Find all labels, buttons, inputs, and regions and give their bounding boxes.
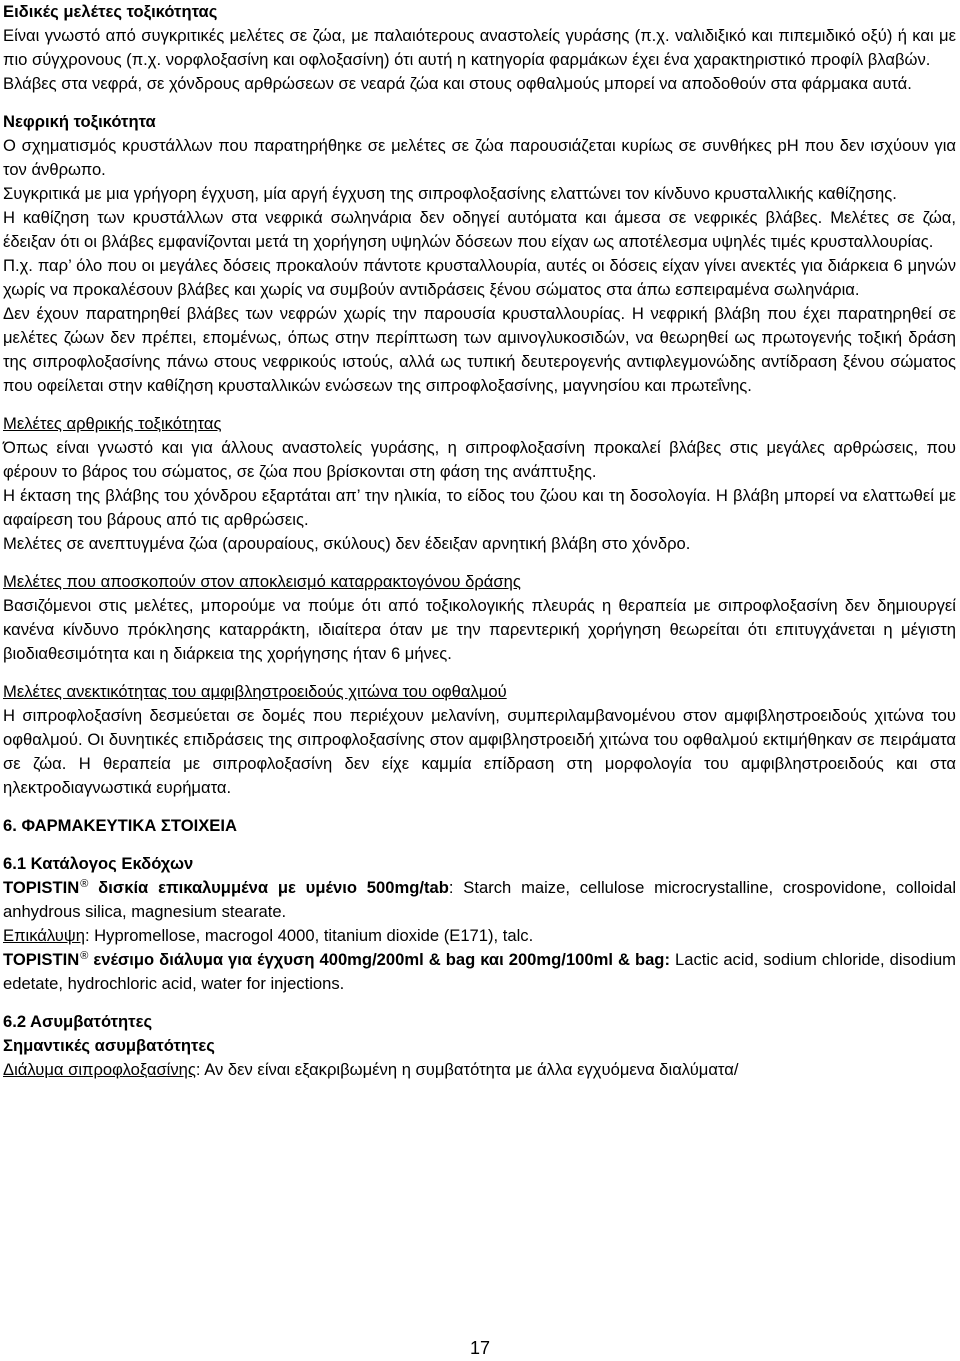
brand-name: TOPISTIN [3, 950, 80, 969]
registered-trademark-icon: ® [80, 950, 89, 962]
paragraph: Όπως είναι γνωστό και για άλλους αναστολείς γυράσης, η σιπροφλοξασίνη προκαλεί βλάβες στις μεγάλες αρθρώσεις, που φέρουν το βάρος του σώματος, σε ζώα που βρίσκονται στη φάση της ανάπτυξης. [3, 438, 956, 481]
excipients-injection [3, 948, 956, 996]
section-heading-pharmaceutical-particulars: 6. ΦΑΡΜΑΚΕΥΤΙΚΑ ΣΤΟΙΧΕΙΑ [3, 816, 237, 835]
excipient-list: Lactic acid, sodium chloride, disodium edetate, hydrochloric acid, water for injections. [3, 950, 956, 993]
paragraph: Βασιζόμενοι στις μελέτες, μπορούμε να πούμε ότι από τοξικολογικής πλευράς η θεραπεία με σιπροφλοξασίνη δεν δημιουργεί κανένα κίνδυνο πρόκλησης καταρράκτη, ιδιαίτερα όταν με την παρεντερική χορήγηση θεωρείται ότι επιτυγχάνεται η μέγιστη βιοδιαθεσιμότητα και η διάρκεια της χορήγησης ήταν 6 μήνες. [3, 596, 956, 663]
excipients-coating [3, 924, 956, 948]
section-heading-cataract-studies: Μελέτες που αποσκοπούν στον αποκλεισμό καταρρακτογόνου δράσης [3, 572, 521, 591]
section-heading-retina-studies: Μελέτες ανεκτικότητας του αμφιβληστροειδούς χιτώνα του οφθαλμού [3, 682, 507, 701]
page-number: 17 [469, 1338, 491, 1358]
paragraph: Δεν έχουν παρατηρηθεί βλάβες των νεφρών χωρίς την παρουσία κρυσταλλουρίας. Η νεφρική βλάβη που έχει παρατηρηθεί σε μελέτες ζώων δεν πρέπει, επομένως, όπως στην περίπτωση των αμινογλυκοσιδών, να θεωρηθεί ως πρωτογενής τοξική δράση της σιπροφλοξασίνης πάνω στους νεφρικούς ιστούς, αλλά ως τυπική δευτερογενής αντιφλεγμονώδης αντίδραση ξένου σώματος που οφείλεται στην καθίζηση κρυσταλλικών ενώσεων της σιπροφλοξασίνης, μαγνησίου και πρωτεΐνης. [3, 304, 956, 395]
dosage-form: ενέσιμο διάλυμα για έγχυση 400mg/200ml & bag και 200mg/100ml & bag: [88, 950, 670, 969]
subsection-heading-incompatibilities: 6.2 Ασυμβατότητες [3, 1012, 153, 1031]
paragraph: Είναι γνωστό από συγκριτικές μελέτες σε ζώα, με παλαιότερους αναστολείς γυράσης (π.χ. ναλιδιξικό και πιπεμιδικό οξύ) ή και με πιο σύγχρονους (π.χ. νορφλοξασίνη και οφλοξασίνη) ότι αυτή η κατηγορία φαρμάκων έχει ένα χαρακτηριστικό προφίλ βλαβών. [3, 26, 956, 69]
section-heading-renal-toxicity: Νεφρική τοξικότητα [3, 112, 156, 131]
brand-name: TOPISTIN [3, 878, 80, 897]
paragraph: Η καθίζηση των κρυστάλλων στα νεφρικά σωληνάρια δεν οδηγεί αυτόματα και άμεσα σε νεφρικές βλάβες. Μελέτες σε ζώα, έδειξαν ότι οι βλάβες εμφανίζονται μετά τη χορήγηση υψηλών δόσεων που είχαν ως αποτέλεσμα υψηλές τιμές κρυσταλλουρίας. [3, 208, 956, 251]
paragraph: Ο σχηματισμός κρυστάλλων που παρατηρήθηκε σε μελέτες σε ζώα παρουσιάζεται κυρίως σε συνθήκες pH που δεν ισχύουν για τον άνθρωπο. [3, 136, 956, 179]
solution-label: Διάλυμα σιπροφλοξασίνης [3, 1060, 196, 1079]
coating-label: Επικάλυψη [3, 926, 85, 945]
incompatibility-solution [3, 1058, 956, 1082]
paragraph: Μελέτες σε ανεπτυγμένα ζώα (αρουραίους, σκύλους) δεν έδειξαν αρνητική βλάβη στο χόνδρο. [3, 534, 691, 553]
section-heading-special-toxicity: Ειδικές μελέτες τοξικότητας [3, 2, 218, 21]
registered-trademark-icon: ® [80, 878, 89, 890]
paragraph: Η σιπροφλοξασίνη δεσμεύεται σε δομές που περιέχουν μελανίνη, συμπεριλαμβανομένου στον αμφιβληστροειδούς χιτώνα του οφθαλμού. Οι δυνητικές επιδράσεις της σιπροφλοξασίνης στον αμφιβληστροειδή χιτώνα του οφθαλμού εκτιμήθηκαν σε πειράματα σε ζώα. Η θεραπεία με σιπροφλοξασίνη δεν είχε καμμία επίδραση στη μορφολογία του αμφιβληστροειδούς και στα ηλεκτροδιαγνωστικά ευρήματα. [3, 706, 956, 797]
dosage-form: δισκία επικαλυμμένα με υμένιο 500mg/tab [88, 878, 449, 897]
subheading-major-incompatibilities: Σημαντικές ασυμβατότητες [3, 1036, 215, 1055]
section-heading-joint-toxicity: Μελέτες αρθρικής τοξικότητας [3, 414, 222, 433]
paragraph: Π.χ. παρ’ όλο που οι μεγάλες δόσεις προκαλούν πάντοτε κρυσταλλουρία, αυτές οι δόσεις είχαν γίνει ανεκτές για διάρκεια 6 μηνών χωρίς να προκαλέσουν βλάβες και χωρίς να συμβούν αντιδράσεις ξένου σώματος στα άπω εσπειραμένα σωληνάρια. [3, 256, 956, 299]
paragraph: Βλάβες στα νεφρά, σε χόνδρους αρθρώσεων σε νεαρά ζώα και στους οφθαλμούς μπορεί να αποδοθούν στα φάρμακα αυτά. [3, 74, 912, 93]
coating-list: : Hypromellose, macrogol 4000, titanium dioxide (E171), talc. [84, 926, 534, 945]
solution-text: : Αν δεν είναι εξακριβωμένη η συμβατότητα με άλλα εγχυόμενα διαλύματα/ [195, 1060, 739, 1079]
excipients-tablets [3, 876, 956, 924]
document-page [3, 0, 956, 1082]
paragraph: Η έκταση της βλάβης του χόνδρου εξαρτάται απ’ την ηλικία, το είδος του ζώου και τη δοσολογία. Η βλάβη μπορεί να ελαττωθεί με αφαίρεση του βάρους από τις αρθρώσεις. [3, 486, 956, 529]
paragraph: Συγκριτικά με μια γρήγορη έγχυση, μία αργή έγχυση της σιπροφλοξασίνης ελαττώνει τον κίνδυνο κρυσταλλικής καθίζησης. [3, 184, 897, 203]
subsection-heading-excipients: 6.1 Κατάλογος Εκδόχων [3, 854, 194, 873]
excipient-list: : Starch maize, cellulose microcrystalline, crospovidone, colloidal anhydrous silica, magnesium stearate. [3, 878, 956, 921]
